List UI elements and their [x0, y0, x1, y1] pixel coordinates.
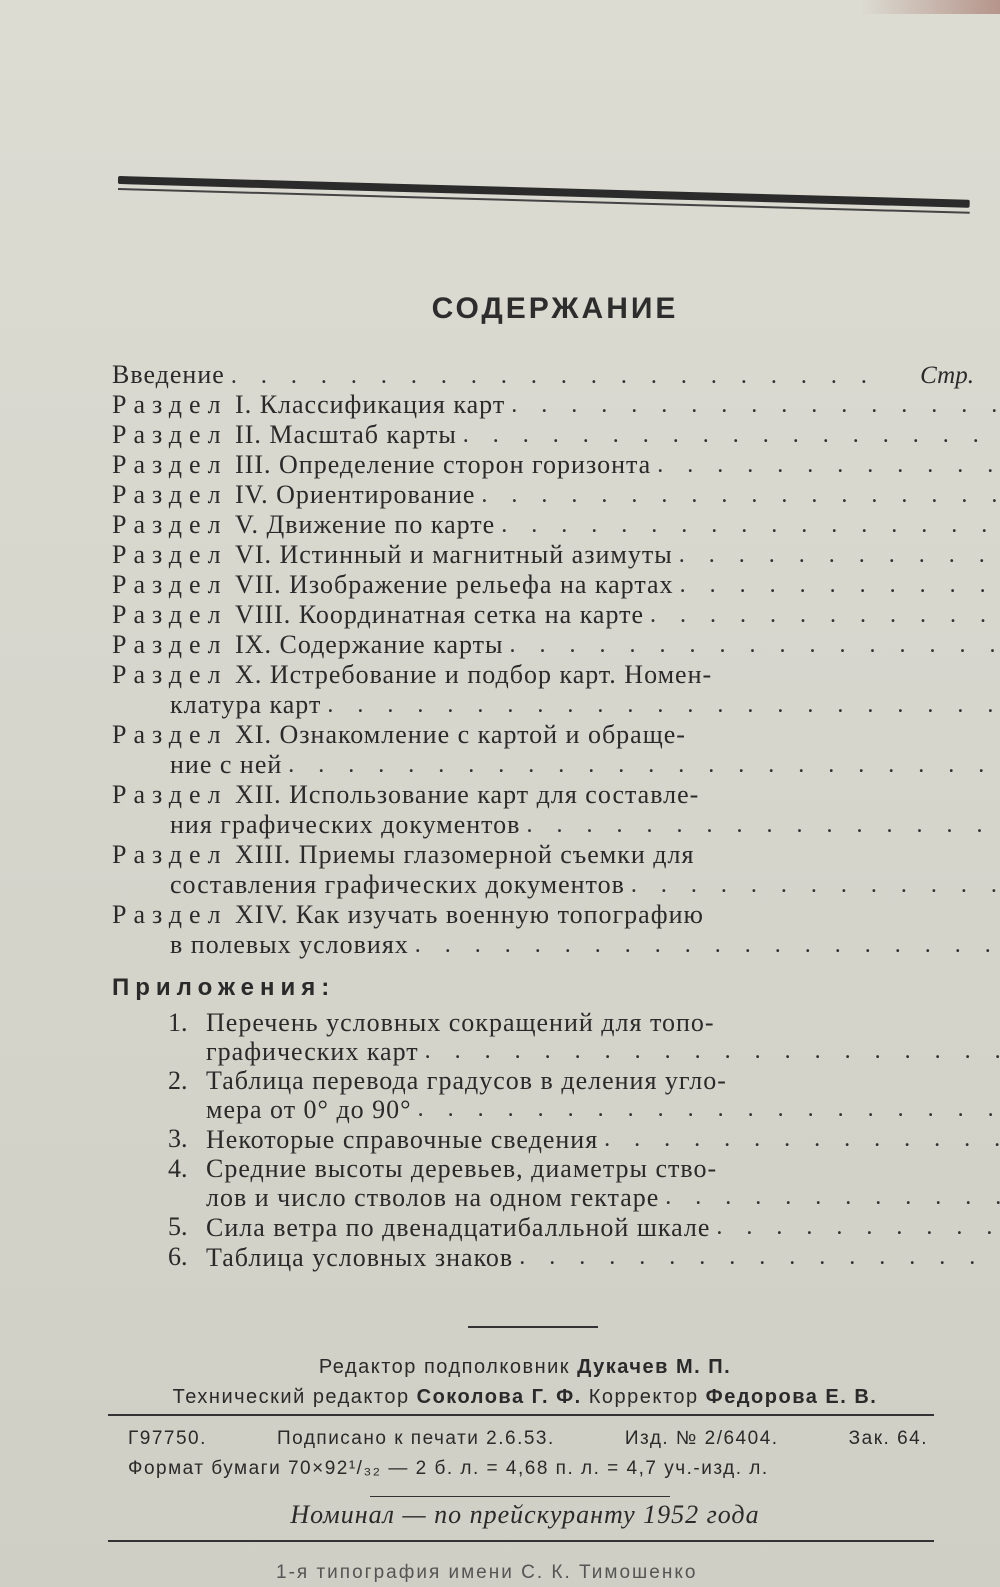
leader-dots — [418, 1095, 1000, 1124]
leader-dots — [650, 600, 1000, 630]
section-label: Раздел — [112, 630, 228, 659]
leader-dots — [519, 1243, 1000, 1272]
leader-dots — [679, 540, 1000, 570]
section-title: XII. Использование карт для составле- — [235, 780, 700, 809]
toc-item — [112, 450, 974, 480]
credits-block — [60, 1352, 990, 1412]
appendix-title-continued: мера от 0° до 90° — [206, 1095, 412, 1124]
leader-dots — [501, 510, 1000, 540]
section-label: Раздел — [112, 540, 228, 569]
leader-dots — [716, 1213, 1000, 1242]
appendix-item — [168, 1066, 974, 1124]
appendix-title-continued: лов и число стволов на одном гектаре — [206, 1183, 660, 1212]
imprint-line-2 — [128, 1458, 928, 1480]
table-of-contents — [112, 358, 974, 1272]
toc-item — [112, 840, 974, 900]
section-title: III. Определение сторон горизонта — [235, 450, 652, 479]
editor-label: Редактор подполковник — [318, 1356, 571, 1378]
leader-dots — [509, 630, 1000, 660]
appendix-number: 3. — [168, 1124, 188, 1153]
imprint-rule-top — [108, 1414, 934, 1416]
appendix-title-continued: графических карт — [206, 1037, 419, 1066]
toc-item — [112, 540, 974, 570]
leader-dots — [665, 1183, 1000, 1212]
section-label: Раздел — [112, 420, 228, 449]
toc-item — [112, 570, 974, 600]
section-label: Раздел — [112, 780, 228, 809]
price-note: Номинал — по прейскуранту 1952 года — [290, 1500, 760, 1529]
leader-dots — [631, 870, 1000, 900]
section-title: IX. Содержание карты — [235, 630, 504, 659]
toc-item — [112, 900, 974, 960]
leader-dots — [463, 420, 1000, 450]
section-title: XI. Ознакомление с картой и обраще- — [235, 720, 686, 749]
editor-line — [60, 1352, 990, 1382]
section-title: I. Классификация карт — [235, 390, 506, 419]
toc-item — [112, 420, 974, 450]
leader-dots — [511, 390, 1000, 420]
printer-line-cut: 1-я типография имени С. К. Тимошенко — [276, 1562, 698, 1583]
imprint-zak: Зак. 64. — [848, 1428, 928, 1449]
imprint-rule-bottom — [108, 1540, 934, 1542]
introduction-label: Введение — [112, 360, 225, 389]
section-label: Раздел — [112, 660, 228, 689]
toc-item — [112, 510, 974, 540]
appendix-item — [168, 1212, 974, 1242]
section-title: VII. Изображение рельефа на картах — [235, 570, 674, 599]
leader-dots — [680, 570, 1000, 600]
toc-item — [112, 630, 974, 660]
section-label: Раздел — [112, 600, 228, 629]
section-title-continued: клатура карт — [170, 690, 322, 719]
section-label: Раздел — [112, 390, 228, 419]
section-title: VI. Истинный и магнитный азимуты — [235, 540, 673, 569]
section-label: Раздел — [112, 570, 228, 599]
section-title-continued: в полевых условиях — [170, 930, 409, 959]
appendix-title: Перечень условных сокращений для топо- — [206, 1008, 715, 1037]
imprint-code: Г97750. — [128, 1428, 207, 1449]
appendix-number: 2. — [168, 1066, 188, 1095]
section-title-continued: ние с ней — [170, 750, 283, 779]
toc-item — [112, 600, 974, 630]
appendix-item — [168, 1124, 974, 1154]
imprint-izd: Изд. № 2/6404. — [624, 1428, 779, 1449]
leader-dots — [657, 450, 1000, 480]
appendix-number: 6. — [168, 1242, 188, 1271]
leader-dots — [288, 750, 1000, 780]
section-title: IV. Ориентирование — [235, 480, 476, 509]
appendices-heading: Приложения: — [112, 974, 336, 1001]
imprint-format: Формат бумаги 70×92¹/₃₂ — 2 б. л. = 4,68 п. л. = 4,7 уч.-изд. л. — [128, 1458, 769, 1479]
editor-name: Дукачев М. П. — [577, 1356, 732, 1378]
appendix-item — [168, 1154, 974, 1212]
corrector-label: Корректор — [588, 1386, 699, 1408]
tech-editor-name: Соколова Г. Ф. — [416, 1386, 582, 1408]
toc-item — [112, 480, 974, 510]
toc-item — [112, 390, 974, 420]
section-title: VIII. Координатная сетка на карте — [235, 600, 645, 629]
section-title: V. Движение по карте — [235, 510, 496, 539]
toc-item — [112, 720, 974, 780]
appendix-title: Некоторые справочные сведения — [206, 1125, 599, 1154]
page-corner-stain — [860, 0, 1000, 14]
imprint-rule-mid — [370, 1496, 670, 1497]
section-title-continued: ния графических документов — [170, 810, 521, 839]
section-title-continued: составления графических документов — [170, 870, 625, 899]
section-title: X. Истребование и подбор карт. Номен- — [235, 660, 713, 689]
leader-dots — [526, 810, 1000, 840]
tech-editor-line — [60, 1382, 990, 1412]
appendix-number: 4. — [168, 1154, 188, 1183]
leader-dots — [415, 930, 1000, 960]
appendix-item — [168, 1008, 974, 1066]
appendix-title: Таблица перевода градусов в деления угло- — [206, 1066, 727, 1095]
page-column-label: Стр. — [920, 362, 974, 389]
page-title: СОДЕРЖАНИЕ — [431, 292, 679, 325]
appendix-title: Таблица условных знаков — [206, 1243, 514, 1272]
section-title: XIII. Приемы глазомерной съемки для — [235, 840, 695, 869]
appendix-item — [168, 1242, 974, 1272]
section-label: Раздел — [112, 510, 228, 539]
leader-dots — [481, 480, 1000, 510]
toc-introduction — [112, 358, 974, 390]
toc-item — [112, 660, 974, 720]
appendix-number: 1. — [168, 1008, 188, 1037]
tech-editor-label: Технический редактор — [172, 1386, 410, 1408]
leader-dots — [604, 1125, 1000, 1154]
section-divider — [468, 1326, 598, 1328]
appendix-number: 5. — [168, 1212, 188, 1241]
toc-item — [112, 780, 974, 840]
section-label: Раздел — [112, 480, 228, 509]
leader-dots — [327, 690, 1000, 720]
section-title: II. Масштаб карты — [235, 420, 457, 449]
section-label: Раздел — [112, 840, 228, 869]
corrector-name: Федорова Е. В. — [705, 1386, 878, 1408]
imprint-signed: Подписано к печати 2.6.53. — [277, 1428, 555, 1449]
section-label: Раздел — [112, 900, 228, 929]
section-label: Раздел — [112, 720, 228, 749]
appendix-title: Сила ветра по двенадцатибалльной шкале — [206, 1213, 711, 1242]
section-label: Раздел — [112, 450, 228, 479]
appendix-title: Средние высоты деревьев, диаметры ство- — [206, 1154, 718, 1183]
imprint-line-1 — [128, 1428, 928, 1450]
section-title: XIV. Как изучать военную топографию — [235, 900, 704, 929]
leader-dots — [231, 363, 878, 390]
leader-dots — [425, 1037, 1000, 1066]
